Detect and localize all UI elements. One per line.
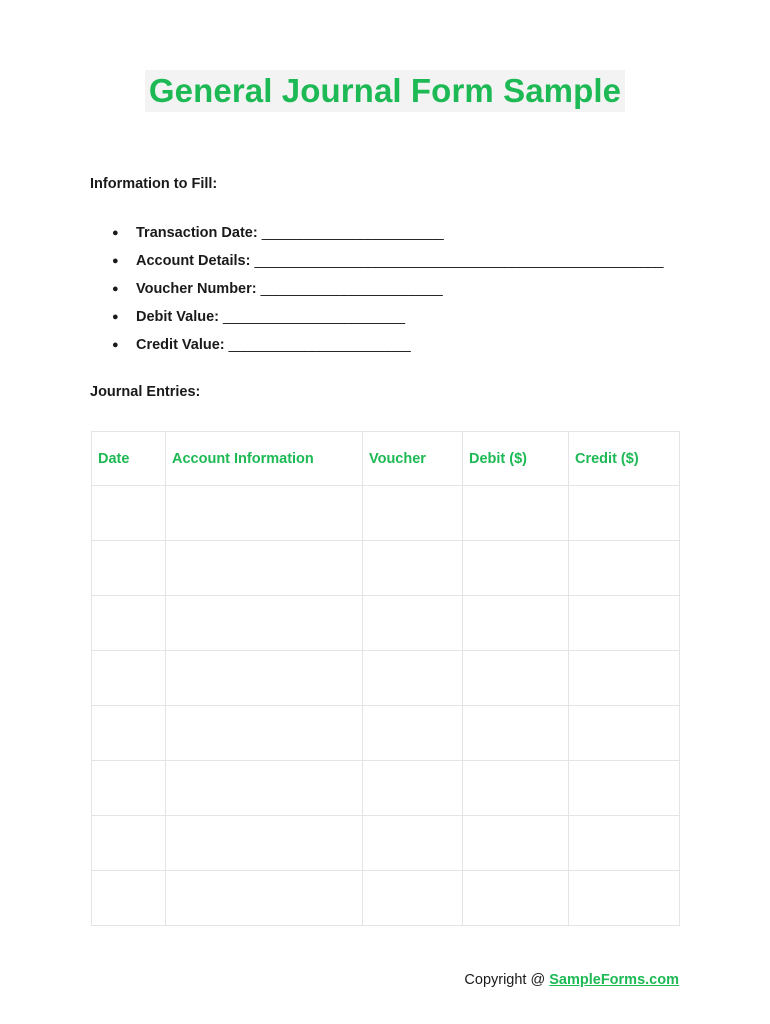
footer-copyright [464,972,679,988]
cell-voucher[interactable] [363,816,463,871]
info-heading: Information to Fill: [90,176,218,192]
bullet-icon: ● [112,255,119,267]
table-row [92,761,680,816]
field-blank[interactable]: ________________________ [260,281,443,297]
cell-voucher[interactable] [363,486,463,541]
cell-credit[interactable] [569,651,680,706]
cell-voucher[interactable] [363,596,463,651]
field-account-details [112,250,663,278]
footer-prefix: Copyright @ [464,972,550,988]
cell-voucher[interactable] [363,706,463,761]
column-header-voucher: Voucher [363,432,463,486]
cell-account-information[interactable] [166,596,363,651]
field-credit-value [112,334,663,362]
bullet-icon: ● [112,311,119,323]
cell-credit[interactable] [569,816,680,871]
bullet-icon: ● [112,339,119,351]
table-row [92,706,680,761]
cell-debit[interactable] [463,761,569,816]
table-row [92,651,680,706]
cell-account-information[interactable] [166,871,363,926]
field-label: Transaction Date: [136,225,258,241]
field-voucher-number [112,278,663,306]
field-transaction-date [112,222,663,250]
journal-table [91,431,680,926]
cell-date[interactable] [92,596,166,651]
bullet-icon: ● [112,227,119,239]
cell-debit[interactable] [463,486,569,541]
table-row [92,596,680,651]
cell-credit[interactable] [569,596,680,651]
table-row [92,871,680,926]
title-container [0,70,770,112]
cell-date[interactable] [92,541,166,596]
table-row [92,816,680,871]
field-blank[interactable]: ________________________ [261,225,444,241]
page-title: General Journal Form Sample [145,70,625,112]
cell-date[interactable] [92,761,166,816]
cell-debit[interactable] [463,816,569,871]
footer-brand-link[interactable]: SampleForms.com [549,972,679,988]
cell-account-information[interactable] [166,816,363,871]
cell-debit[interactable] [463,706,569,761]
cell-credit[interactable] [569,706,680,761]
cell-credit[interactable] [569,486,680,541]
field-label: Debit Value: [136,309,219,325]
cell-account-information[interactable] [166,541,363,596]
cell-date[interactable] [92,706,166,761]
cell-voucher[interactable] [363,871,463,926]
cell-account-information[interactable] [166,706,363,761]
journal-heading: Journal Entries: [90,384,201,400]
field-blank[interactable]: ________________________ [223,309,405,325]
info-fields-list [112,222,663,362]
cell-account-information[interactable] [166,761,363,816]
cell-debit[interactable] [463,871,569,926]
cell-debit[interactable] [463,651,569,706]
field-debit-value [112,306,663,334]
column-header-date: Date [92,432,166,486]
cell-date[interactable] [92,486,166,541]
field-label: Account Details: [136,253,251,269]
cell-credit[interactable] [569,761,680,816]
column-header-debit: Debit ($) [463,432,569,486]
table-row [92,541,680,596]
cell-account-information[interactable] [166,651,363,706]
cell-date[interactable] [92,651,166,706]
cell-debit[interactable] [463,541,569,596]
cell-account-information[interactable] [166,486,363,541]
bullet-icon: ● [112,283,119,295]
field-blank[interactable]: ______________________________________________________ [254,253,663,269]
field-label: Voucher Number: [136,281,257,297]
cell-date[interactable] [92,871,166,926]
cell-credit[interactable] [569,871,680,926]
column-header-credit: Credit ($) [569,432,680,486]
cell-voucher[interactable] [363,541,463,596]
cell-voucher[interactable] [363,651,463,706]
table-row [92,486,680,541]
cell-voucher[interactable] [363,761,463,816]
field-label: Credit Value: [136,337,225,353]
column-header-account-information: Account Information [166,432,363,486]
field-blank[interactable]: ________________________ [228,337,411,353]
journal-table-body [92,486,680,926]
cell-date[interactable] [92,816,166,871]
cell-debit[interactable] [463,596,569,651]
table-header-row [92,432,680,486]
cell-credit[interactable] [569,541,680,596]
